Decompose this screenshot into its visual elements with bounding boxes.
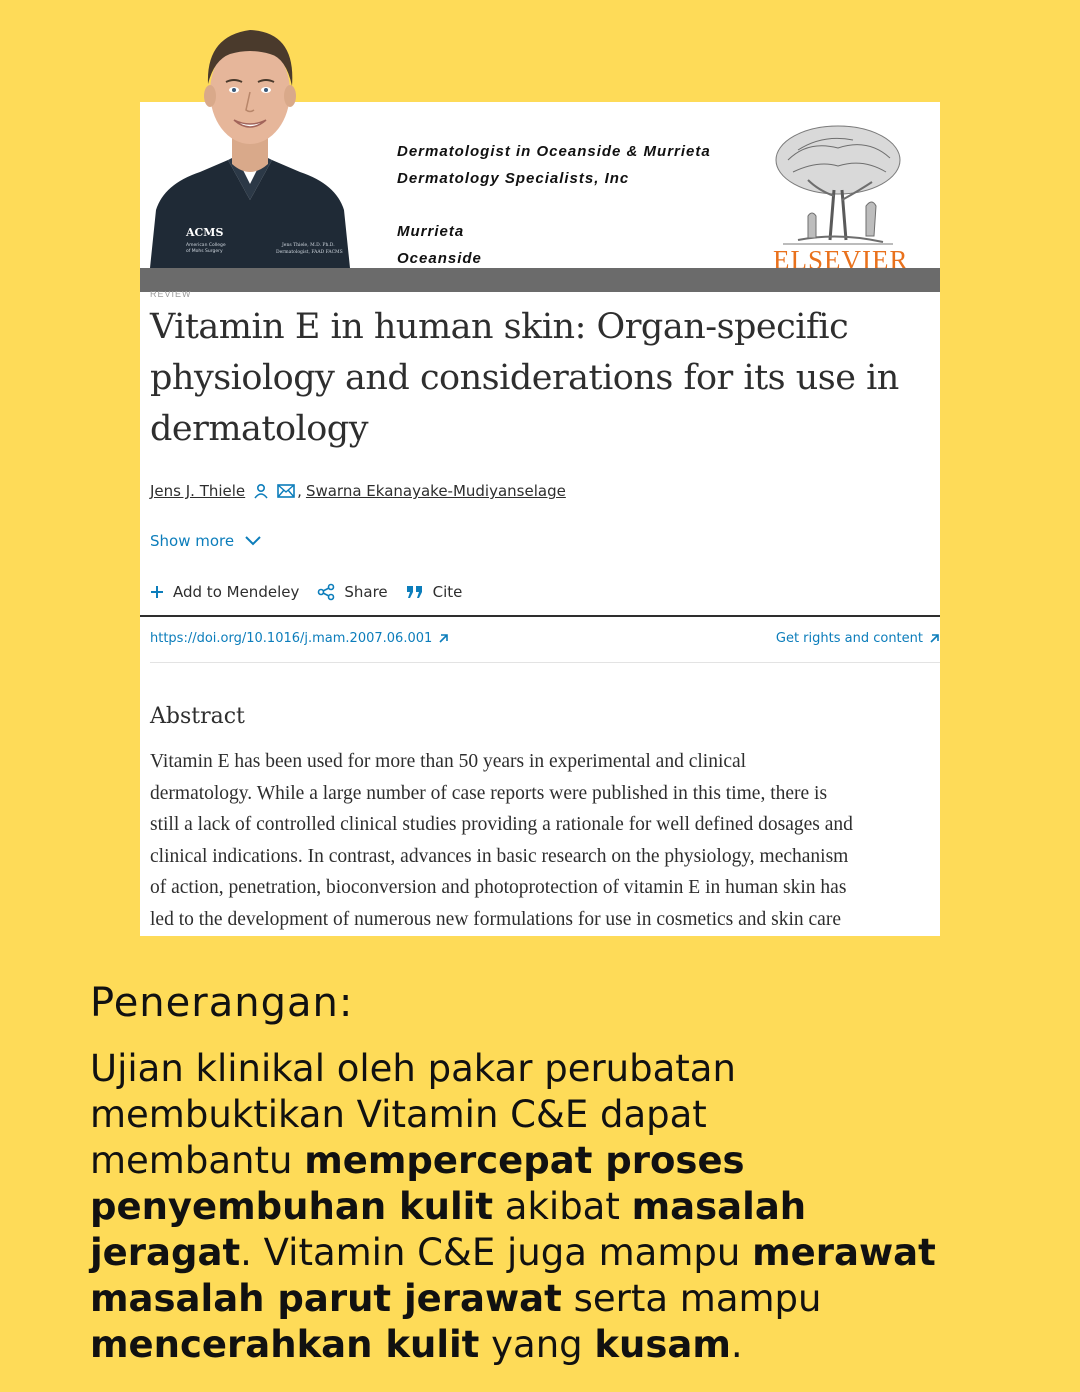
add-to-mendeley-button[interactable] [150, 583, 299, 601]
elsevier-wordmark: ELSEVIER [773, 245, 909, 268]
rights-link[interactable] [776, 631, 940, 646]
clinic-line-4: Oceanside [397, 250, 482, 267]
share-icon [317, 583, 335, 601]
share-button[interactable] [317, 583, 387, 601]
badge-name: Jens Thiele, M.D. Ph.D. [282, 243, 335, 248]
quote-icon [406, 585, 424, 599]
explanation-line-4: penyembuhan kulit akibat masalah [90, 1185, 807, 1228]
scrub-text-2: of Mohs Surgery [186, 249, 223, 254]
clinic-line-3: Murrieta [397, 223, 465, 240]
author-separator: , [297, 482, 302, 500]
explanation-heading: Penerangan: [90, 980, 354, 1026]
explanation-line-3: membantu mempercepat proses [90, 1139, 745, 1182]
abstract-line: of action, penetration, bioconversion and photoprotection of vitamin E in human skin has [150, 877, 847, 898]
abstract-line: Vitamin E has been used for more than 50 years in experimental and clinical [150, 751, 747, 772]
clinic-line-1: Dermatologist in Oceanside & Murrieta [397, 143, 711, 160]
cite-label: Cite [432, 583, 463, 601]
external-link-icon [438, 633, 449, 644]
explanation-line-1: Ujian klinikal oleh pakar perubatan [90, 1047, 736, 1090]
clinic-info [397, 138, 711, 272]
doctor-portrait [150, 14, 350, 268]
badge-title: Dermatologist, FAAD FACMS [276, 250, 343, 255]
abstract-line: dermatology. While a large number of case reports were published in this time, there is [150, 782, 828, 804]
article-actions [150, 583, 462, 601]
plus-icon [150, 585, 164, 599]
cite-button[interactable] [406, 583, 463, 601]
rights-text: Get rights and content [775, 631, 923, 646]
header-divider-bar [140, 268, 940, 292]
show-more-button[interactable] [150, 532, 262, 550]
chevron-down-icon [244, 535, 262, 547]
abstract-line: clinical indications. In contrast, advances in basic research on the physiology, mechanism [150, 845, 849, 867]
clinic-line-2: Dermatology Specialists, Inc [397, 170, 630, 187]
doi-link[interactable] [150, 631, 449, 646]
abstract-heading: Abstract [150, 704, 245, 729]
author-link-thiele[interactable]: Jens J. Thiele [150, 482, 246, 500]
abstract-text [150, 746, 940, 935]
title-line-2: physiology and considerations for its use in [150, 358, 899, 398]
show-more-label: Show more [150, 532, 235, 550]
abstract-line: led to the development of numerous new formulations for use in cosmetics and skin care [150, 908, 841, 930]
share-label: Share [344, 583, 388, 601]
title-line-1: Vitamin E in human skin: Organ-specific [150, 307, 849, 347]
title-line-3: dermatology [150, 409, 368, 449]
explanation-line-7: mencerahkan kulit yang kusam. [90, 1323, 743, 1366]
explanation-body [90, 1046, 1050, 1368]
article-title [150, 302, 940, 455]
doi-divider [150, 662, 940, 663]
explanation-line-6: masalah parut jerawat serta mampu [90, 1277, 822, 1320]
person-icon[interactable] [253, 483, 269, 499]
mendeley-label: Add to Mendeley [173, 583, 300, 601]
author-list [150, 482, 566, 500]
doi-text: https://doi.org/10.1016/j.mam.2007.06.001 [150, 631, 433, 646]
abstract-line: still a lack of controlled clinical studies providing a rationale for well defined dosages and [150, 814, 853, 835]
explanation-line-5: jeragat. Vitamin C&E juga mampu merawat [90, 1231, 936, 1274]
article-type-tag: REVIEW [150, 291, 192, 297]
external-link-icon [929, 633, 940, 644]
scrub-text-1: American College [186, 243, 226, 248]
explanation-line-2: membuktikan Vitamin C&E dapat [90, 1093, 707, 1136]
email-icon[interactable] [277, 484, 295, 498]
author-link-ekanayake[interactable]: Swarna Ekanayake-Mudiyanselage [305, 482, 566, 500]
scrub-logo: ACMS [186, 226, 224, 239]
actions-divider [140, 615, 940, 617]
